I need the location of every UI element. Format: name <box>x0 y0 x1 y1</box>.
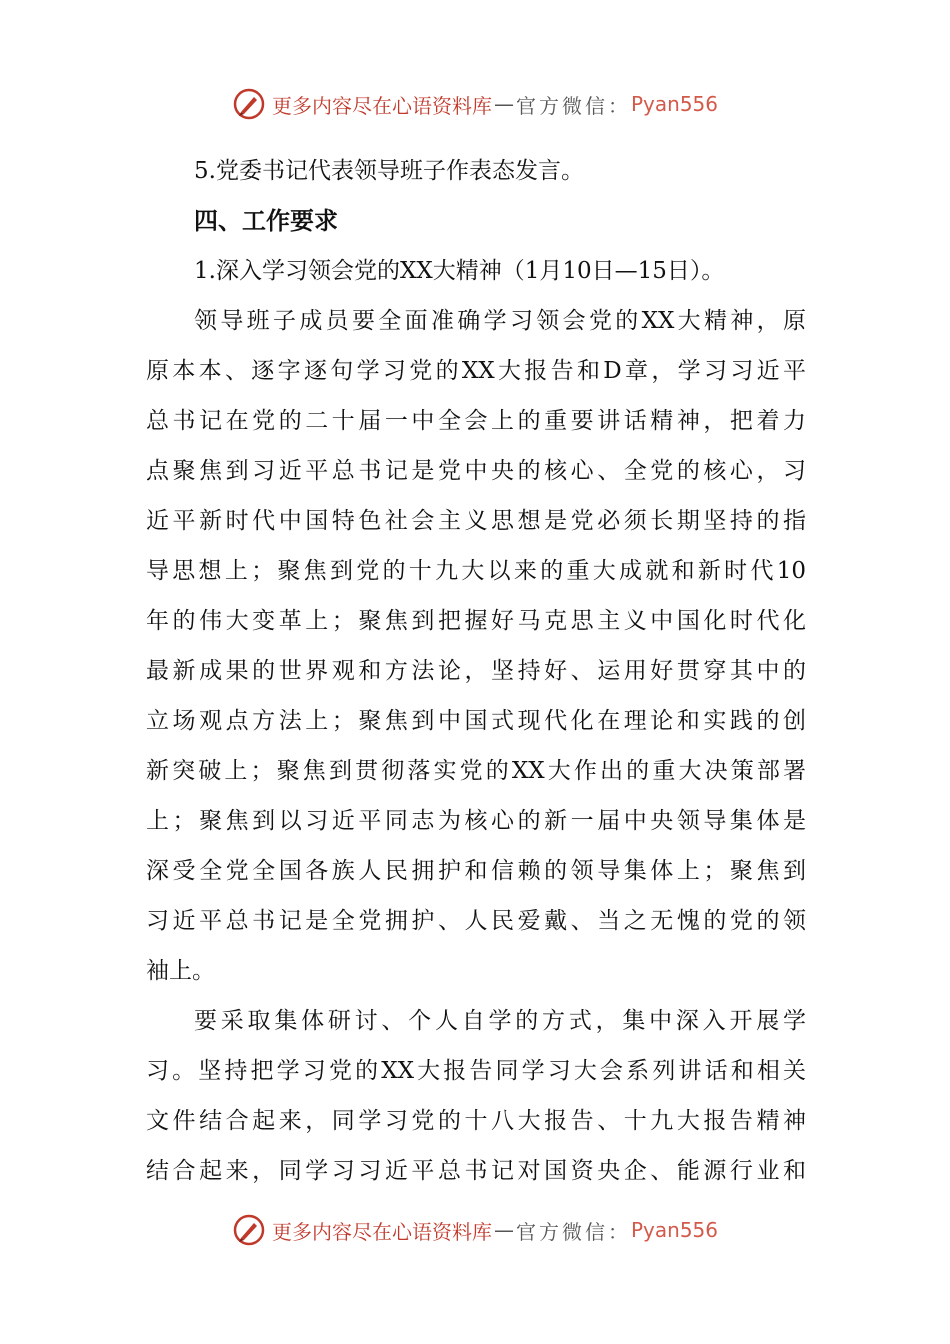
pen-logo-icon <box>232 1213 266 1247</box>
watermark-id: Pyan556 <box>630 1218 718 1242</box>
item-5: 5.党委书记代表领导班子作表态发言。 <box>194 158 584 184</box>
paragraph-line: 习近平总书记是全党拥护、人民爱戴、当之无愧的党的领 <box>146 908 806 934</box>
paragraph-line: 深受全党全国各族人民拥护和信赖的领导集体上；聚焦到 <box>146 858 806 884</box>
watermark-header <box>0 84 950 124</box>
watermark-brand: 更多内容尽在心语资料库 <box>271 1219 492 1244</box>
paragraph-line: 文件结合起来，同学习党的十八大报告、十九大报告精神 <box>146 1108 806 1134</box>
paragraph-line: 导思想上；聚焦到党的十九大以来的重大成就和新时代10 <box>146 558 806 584</box>
paragraph-line: 袖上。 <box>146 958 215 984</box>
paragraph-line: 近平新时代中国特色社会主义思想是党必须长期坚持的指 <box>146 508 806 534</box>
watermark-separator: — <box>493 1218 514 1242</box>
watermark-footer <box>0 1210 950 1250</box>
paragraph-line: 原本本、逐字逐句学习党的XX大报告和D章，学习习近平 <box>146 358 806 384</box>
paragraph-line: 上；聚焦到以习近平同志为核心的新一届中央领导集体是 <box>146 808 806 834</box>
paragraph-line: 最新成果的世界观和方法论，坚持好、运用好贯穿其中的 <box>146 658 806 684</box>
paragraph-line: 领导班子成员要全面准确学习领会党的XX大精神，原 <box>194 308 806 334</box>
section-heading: 四、工作要求 <box>194 207 338 235</box>
paragraph-line: 习。坚持把学习党的XX大报告同学习大会系列讲话和相关 <box>146 1058 806 1084</box>
paragraph-line: 新突破上；聚焦到贯彻落实党的XX大作出的重大决策部署 <box>146 758 806 784</box>
watermark-id: Pyan556 <box>630 92 718 116</box>
paragraph-line: 总书记在党的二十届一中全会上的重要讲话精神，把着力 <box>146 408 806 434</box>
paragraph-line: 年的伟大变革上；聚焦到把握好马克思主义中国化时代化 <box>146 608 806 634</box>
watermark-separator: — <box>493 92 514 116</box>
paragraph-line: 结合起来，同学习习近平总书记对国资央企、能源行业和 <box>146 1158 806 1184</box>
paragraph-2 <box>146 996 806 1196</box>
paragraph-line: 立场观点方法上；聚焦到中国式现代化在理论和实践的创 <box>146 708 806 734</box>
watermark-brand: 更多内容尽在心语资料库 <box>271 93 492 118</box>
item-1-title: 1.深入学习领会党的XX大精神（1月10日—15日）。 <box>194 258 725 284</box>
paragraph-1 <box>146 296 806 996</box>
watermark-label: 官方微信： <box>515 1219 631 1244</box>
pen-logo-icon <box>232 87 266 121</box>
paragraph-line: 要采取集体研讨、个人自学的方式，集中深入开展学 <box>194 1008 806 1034</box>
watermark-label: 官方微信： <box>515 93 631 118</box>
document-body <box>146 146 806 1196</box>
paragraph-line: 点聚焦到习近平总书记是党中央的核心、全党的核心，习 <box>146 458 806 484</box>
